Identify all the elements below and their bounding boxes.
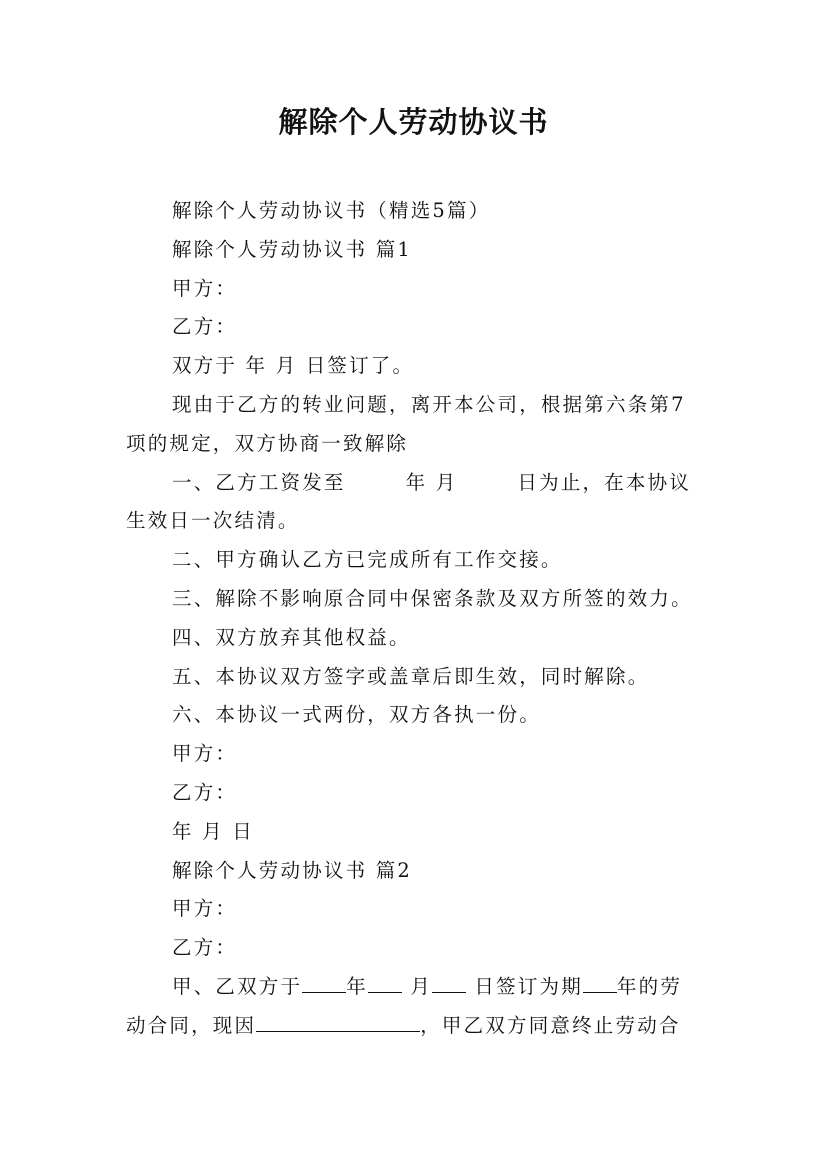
contract-text-a: 甲、乙双方于 — [172, 974, 303, 998]
paragraph-signed-date: 双方于 年 月 日签订了。 — [172, 354, 415, 378]
blank-underline — [302, 970, 346, 993]
contract-text-year: 年 — [346, 974, 368, 998]
clause-1-text-a: 一、乙方工资发至 — [172, 470, 346, 494]
document-title: 解除个人劳动协议书 — [278, 105, 549, 139]
clause-6: 六、本协议一式两份，双方各执一份。 — [172, 703, 541, 727]
signature-party-b: 乙方： — [172, 780, 238, 804]
paragraph-subtitle: 解除个人劳动协议书（精选5篇） — [172, 199, 491, 222]
paragraph-contract-line-2 — [126, 1007, 710, 1046]
party-a-label-2: 甲方： — [172, 897, 238, 921]
blank-underline — [583, 970, 617, 993]
clause-1-line-1 — [126, 464, 710, 503]
clause-2: 二、甲方确认乙方已完成所有工作交接。 — [172, 548, 563, 572]
document-body — [126, 192, 710, 1046]
clause-5: 五、本协议双方签字或盖章后即生效，同时解除。 — [172, 664, 650, 688]
paragraph-reason-line-1: 现由于乙方的转业问题，离开本公司，根据第六条第7 — [172, 392, 686, 416]
section-heading-1: 解除个人劳动协议书 篇1 — [172, 237, 413, 261]
blank-underline — [256, 1009, 420, 1032]
party-b-label-2: 乙方： — [172, 936, 238, 960]
party-b-label: 乙方： — [172, 315, 238, 339]
paragraph-reason-line-2: 项的规定，双方协商一致解除 — [126, 431, 409, 455]
clause-1-text-c: 日为止，在本协议 — [517, 470, 692, 494]
contract-text-reason: 动合同，现因 — [126, 1013, 257, 1037]
contract-text-day: 日签订为期 — [474, 974, 583, 998]
clause-3: 三、解除不影响原合同中保密条款及双方所签的效力。 — [172, 586, 693, 610]
contract-text-term: 年的劳 — [616, 974, 683, 998]
clause-1-text-b: 年 月 — [405, 470, 458, 494]
signature-date: 年 月 日 — [172, 819, 254, 843]
party-a-label: 甲方： — [172, 276, 238, 300]
blank-underline — [432, 970, 466, 993]
signature-party-a: 甲方： — [172, 742, 238, 766]
paragraph-contract-line-1 — [126, 968, 710, 1007]
section-heading-2: 解除个人劳动协议书 篇2 — [172, 858, 413, 882]
contract-text-month: 月 — [410, 974, 433, 998]
clause-1-line-2: 生效日一次结清。 — [126, 509, 300, 533]
blank-underline — [368, 970, 402, 993]
clause-4: 四、双方放弃其他权益。 — [172, 625, 411, 649]
contract-text-terminate: ，甲乙双方同意终止劳动合 — [420, 1013, 681, 1037]
